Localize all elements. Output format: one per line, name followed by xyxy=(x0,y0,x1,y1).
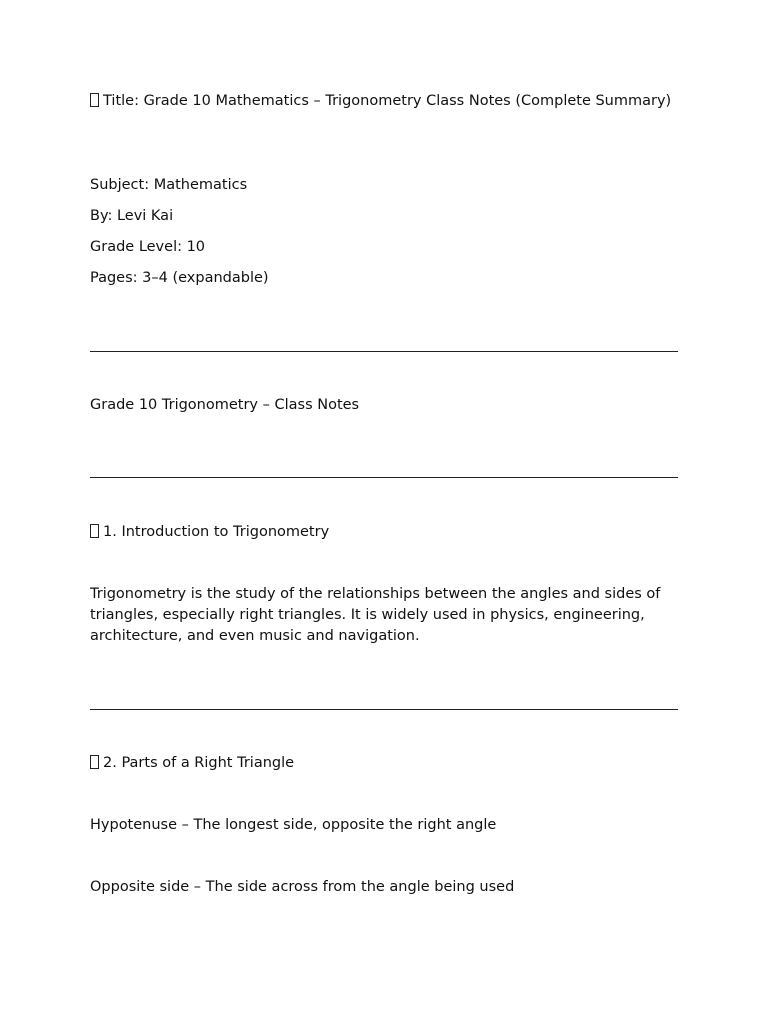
missing-glyph-icon xyxy=(90,93,99,107)
horizontal-rule xyxy=(90,477,678,478)
list-item-opposite-side: Opposite side – The side across from the angle being used xyxy=(90,879,515,895)
pages-line: Pages: 3–4 (expandable) xyxy=(90,270,269,286)
subject-line: Subject: Mathematics xyxy=(90,177,248,193)
grade-level-line: Grade Level: 10 xyxy=(90,239,206,255)
author-line: By: Levi Kai xyxy=(90,208,174,224)
missing-glyph-icon xyxy=(90,524,99,538)
missing-glyph-icon xyxy=(90,755,99,769)
document-heading: Grade 10 Trigonometry – Class Notes xyxy=(90,397,360,413)
document-title-text: Title: Grade 10 Mathematics – Trigonometry Class Notes (Complete Summary) xyxy=(103,93,672,109)
section-heading-introduction xyxy=(90,522,680,543)
document-title xyxy=(90,91,680,112)
list-item-hypotenuse: Hypotenuse – The longest side, opposite the right angle xyxy=(90,817,497,833)
section-heading-text: 2. Parts of a Right Triangle xyxy=(103,755,295,771)
section-heading-parts-of-triangle xyxy=(90,753,680,774)
section-body-introduction: Trigonometry is the study of the relationships between the angles and sides of triangles, especially right triangles. It is widely used in physics, engineering, architecture, and even music and navigation. xyxy=(90,586,661,644)
horizontal-rule xyxy=(90,709,678,710)
horizontal-rule xyxy=(90,351,678,352)
section-heading-text: 1. Introduction to Trigonometry xyxy=(103,524,330,540)
